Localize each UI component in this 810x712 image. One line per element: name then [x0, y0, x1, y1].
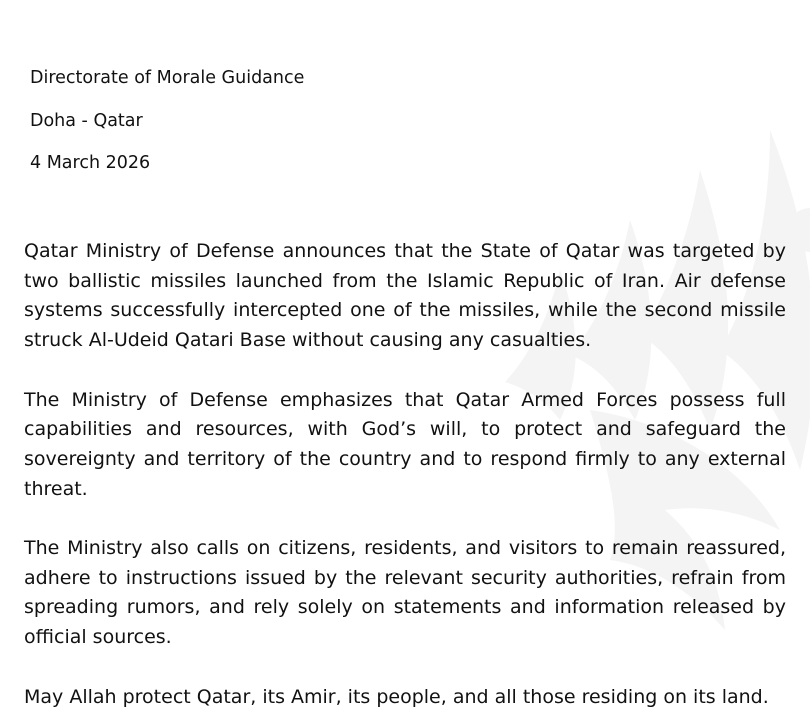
paragraph-public-guidance: The Ministry also calls on citizens, residents, and visitors to remain reassured, adhere to instructions issued by the relevant security authorities, refrain from spreading rumors, and rely solely on statements and information released by official sources. [24, 534, 786, 653]
paragraph-closing-prayer: May Allah protect Qatar, its Amir, its people, and all those residing on its land. [24, 683, 786, 712]
letter-header [30, 68, 304, 196]
location: Doha - Qatar [30, 111, 304, 132]
paragraph-announcement: Qatar Ministry of Defense announces that the State of Qatar was targeted by two ballistic missiles launched from the Islamic Republic of Iran. Air defense systems successfully intercepted one of the missiles, while the second missile struck Al-Udeid Qatari Base without causing any casualties. [24, 237, 786, 356]
statement-body [24, 237, 786, 712]
paragraph-capabilities: The Ministry of Defense emphasizes that Qatar Armed Forces possess full capabilities and resources, with God’s will, to protect and safeguard the sovereignty and territory of the country and to respond firmly to any external threat. [24, 386, 786, 505]
organization-name: Directorate of Morale Guidance [30, 68, 304, 89]
date: 4 March 2026 [30, 153, 304, 174]
